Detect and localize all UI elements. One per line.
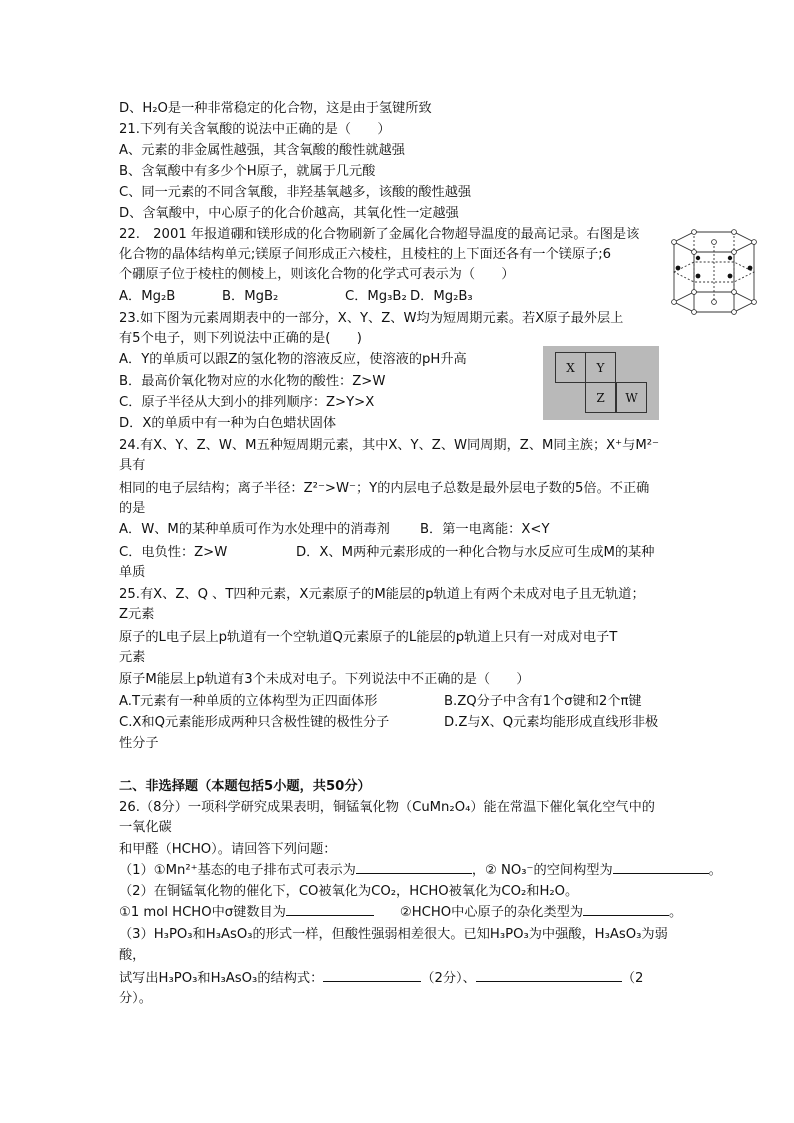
q26-q3-part-c: （2 bbox=[621, 971, 644, 986]
q25-line-4: 元素 bbox=[119, 650, 146, 665]
answer-blank[interactable] bbox=[286, 903, 374, 916]
q23-option-a: A．Y的单质可以跟Z的氢化物的溶液反应，使溶液的pH升高 bbox=[119, 352, 467, 367]
q23-line-2: 有5个电子，则下列说法中正确的是( ) bbox=[119, 331, 362, 346]
q21-option-a: A、元素的非金属性越强，其含氧酸的酸性就越强 bbox=[119, 143, 405, 158]
q25-option-c: C.X和Q元素能形成两种只含极性键的极性分子 bbox=[119, 715, 390, 730]
q24-line-2: 具有 bbox=[119, 458, 146, 473]
q25-line-6: 性分子 bbox=[119, 736, 159, 751]
q25-option-d: D.Z与X、Q元素均能形成直线形非极 bbox=[444, 715, 659, 730]
q22-option-c: C．Mg₃B₂ bbox=[345, 289, 407, 304]
q24-line-1: 24.有X、Y、Z、W、M五种短周期元素，其中X、Y、Z、W同周期，Z、M同主族；X⁺与M²⁻ bbox=[119, 438, 659, 453]
q26-line-8: 酸， bbox=[119, 948, 146, 963]
q25-option-a: A.T元素有一种单质的立体构型为正四面体形 bbox=[119, 694, 378, 709]
q26-line-9 bbox=[119, 969, 643, 988]
cell-x: X bbox=[555, 352, 586, 383]
q21-option-b: B、含氧酸中有多少个H原子，就属于几元酸 bbox=[119, 164, 376, 179]
q25-line-3: 原子的L电子层上p轨道有一个空轨道Q元素原子的L能层的p轨道上只有一对成对电子T bbox=[119, 630, 618, 645]
cell-empty bbox=[616, 352, 647, 383]
q26-q3-part-b: （2分）、 bbox=[421, 971, 476, 986]
q26-line-3: 和甲醛（HCHO）。请回答下列问题： bbox=[119, 842, 337, 857]
q26-q1-part-a: （1）①Mn²⁺基态的电子排布式可表示为 bbox=[119, 863, 356, 878]
q26-line-4 bbox=[119, 861, 722, 880]
answer-blank[interactable] bbox=[323, 969, 421, 982]
q25-line-2: Z元素 bbox=[119, 607, 155, 622]
q22-line-3: 个硼原子位于棱柱的侧棱上，则该化合物的化学式可表示为（ ） bbox=[119, 267, 515, 282]
q26-q2-part-b: ②HCHO中心原子的杂化类型为 bbox=[399, 905, 584, 920]
q26-line-5: （2）在铜锰氧化物的催化下，CO被氧化为CO₂，HCHO被氧化为CO₂和H₂O。 bbox=[119, 884, 579, 899]
q21-stem: 21.下列有关含氧酸的说法中正确的是（ ） bbox=[119, 122, 391, 137]
q26-line-6 bbox=[119, 903, 682, 922]
q25-line-1: 25.有X、Z、Q 、T四种元素，X元素原子的M能层的p轨道上有两个未成对电子且无轨道； bbox=[119, 587, 645, 602]
answer-blank[interactable] bbox=[583, 903, 669, 916]
q23-option-d: D．X的单质中有一种为白色蜡状固体 bbox=[119, 416, 336, 431]
q23-line-1: 23.如下图为元素周期表中的一部分，X、Y、Z、W均为短周期元素。若X原子最外层上 bbox=[119, 311, 624, 326]
cell-z: Z bbox=[585, 382, 616, 413]
q26-line-7: （3）H₃PO₃和H₃AsO₃的形式一样，但酸性强弱相差很大。已知H₃PO₃为中强酸，H₃AsO₃为弱 bbox=[119, 927, 668, 942]
q26-q3-part-a: 试写出H₃PO₃和H₃AsO₃的结构式： bbox=[119, 971, 324, 986]
q26-q2-part-a: ①1 mol HCHO中σ键数目为 bbox=[119, 905, 286, 920]
q22-option-a: A．Mg₂B bbox=[119, 289, 176, 304]
q26-line-2: 一氧化碳 bbox=[119, 820, 172, 835]
q22-option-d: D．Mg₂B₃ bbox=[410, 289, 473, 304]
q26-line-10: 分）。 bbox=[119, 991, 152, 1006]
q26-q1-end: 。 bbox=[708, 863, 722, 878]
q26-q1-part-b: ，② NO₃⁻的空间构型为 bbox=[471, 863, 613, 878]
q26-q2-end: 。 bbox=[669, 905, 683, 920]
answer-blank[interactable] bbox=[356, 861, 472, 874]
q22-line-1: 22. 2001 年报道硼和镁形成的化合物刷新了金属化合物超导温度的最高记录。右图是该 bbox=[119, 227, 640, 242]
q25-line-5: 原子M能层上p轨道有3个未成对电子。下列说法中不正确的是（ ） bbox=[119, 672, 530, 687]
q22-line-2: 化合物的晶体结构单元;镁原子间形成正六棱柱，且棱柱的上下面还各有一个镁原子;6 bbox=[119, 247, 612, 262]
q24-line-5: 单质 bbox=[119, 565, 146, 580]
cell-empty bbox=[555, 382, 586, 413]
q21-option-d: D、含氧酸中，中心原子的化合价越高，其氧化性一定越强 bbox=[119, 206, 459, 221]
periodic-table-fragment bbox=[543, 346, 659, 420]
q21-option-c: C、同一元素的不同含氧酸，非羟基氧越多，该酸的酸性越强 bbox=[119, 185, 472, 200]
q23-option-b: B．最高价氧化物对应的水化物的酸性：Z>W bbox=[119, 374, 386, 389]
answer-blank[interactable] bbox=[476, 969, 622, 982]
q24-option-b: B．第一电离能：X<Y bbox=[420, 522, 550, 537]
q25-option-b: B.ZQ分子中含有1个σ键和2个π键 bbox=[444, 694, 642, 709]
section-heading: 二、非选择题（本题包括5小题，共50分） bbox=[119, 779, 371, 794]
answer-blank[interactable] bbox=[613, 861, 709, 874]
cell-y: Y bbox=[585, 352, 616, 383]
q24-option-d: D．X、M两种元素形成的一种化合物与水反应可生成M的某种 bbox=[296, 545, 655, 560]
cell-w: W bbox=[616, 382, 647, 413]
q24-option-c: C．电负性：Z>W bbox=[119, 545, 228, 560]
q22-option-b: B．MgB₂ bbox=[222, 289, 279, 304]
q24-line-4: 的是 bbox=[119, 501, 146, 516]
q20-option-d: D、H₂O是一种非常稳定的化合物，这是由于氢键所致 bbox=[119, 101, 432, 116]
crystal-structure-figure bbox=[664, 228, 764, 318]
q24-line-3: 相同的电子层结构；离子半径：Z²⁻>W⁻；Y的内层电子总数是最外层电子数的5倍。不正确 bbox=[119, 481, 650, 496]
q24-option-a: A．W、M的某种单质可作为水处理中的消毒剂 bbox=[119, 522, 390, 537]
q23-option-c: C．原子半径从大到小的排列顺序：Z>Y>X bbox=[119, 395, 375, 410]
q26-line-1: 26.（8分）一项科学研究成果表明，铜锰氧化物（CuMn₂O₄）能在常温下催化氧化空气中的 bbox=[119, 800, 655, 815]
